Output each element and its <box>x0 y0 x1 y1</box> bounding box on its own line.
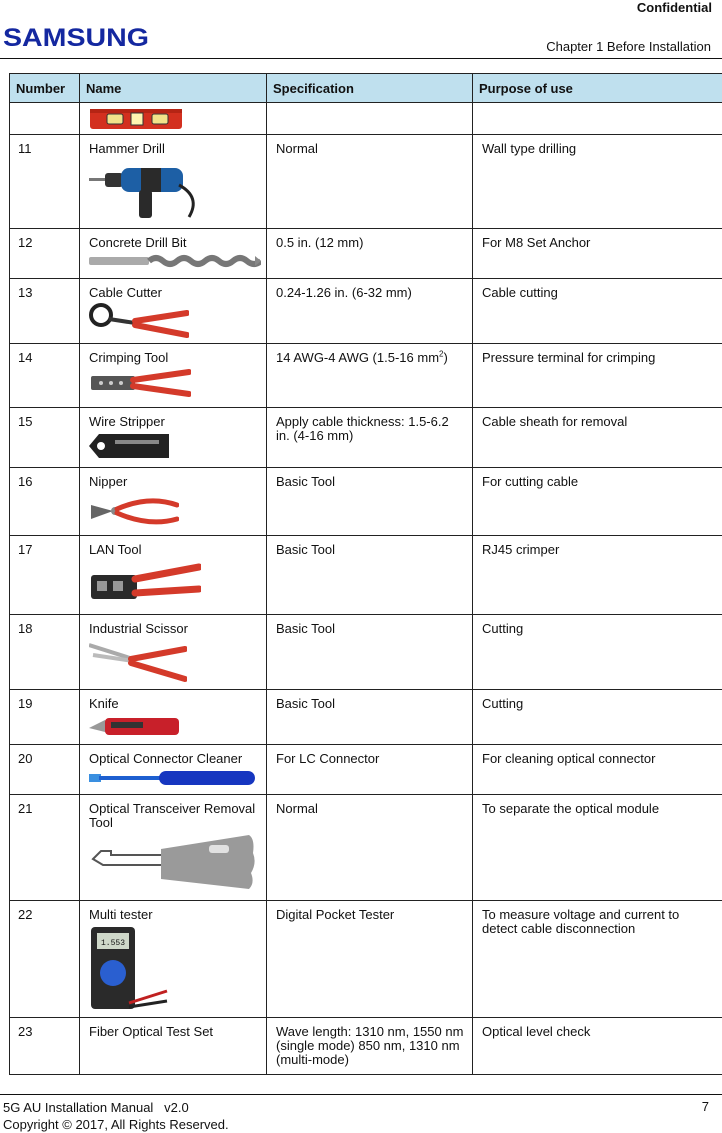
tool-name: Optical Transceiver Removal Tool <box>89 802 260 830</box>
knife-icon <box>89 714 181 738</box>
tool-name: Fiber Optical Test Set <box>89 1025 260 1039</box>
cell-purpose: To separate the optical module <box>473 795 722 901</box>
cell-number <box>10 103 80 135</box>
nipper-icon <box>89 497 179 527</box>
tool-name: Wire Stripper <box>89 415 260 429</box>
table-row <box>10 103 722 135</box>
copyright: Copyright © 2017, All Rights Reserved. <box>3 1116 229 1133</box>
cell-purpose: RJ45 crimper <box>473 536 722 615</box>
drill-bit-icon <box>89 253 261 269</box>
cell-spec: Digital Pocket Tester <box>267 901 473 1018</box>
chapter-title: Chapter 1 Before Installation <box>546 39 711 54</box>
cell-number: 12 <box>10 229 80 279</box>
cell-name <box>80 615 267 690</box>
crimping-tool-icon <box>89 368 191 398</box>
hammer-drill-icon <box>89 159 209 221</box>
tool-name: Optical Connector Cleaner <box>89 752 260 766</box>
cell-spec: 0.24-1.26 in. (6-32 mm) <box>267 279 473 344</box>
samsung-logo-text: SAMSUNG <box>3 24 149 50</box>
column-header-number: Number <box>10 74 80 103</box>
cell-number: 19 <box>10 690 80 745</box>
scissor-icon <box>89 639 187 683</box>
cell-spec: Basic Tool <box>267 468 473 536</box>
cell-purpose: To measure voltage and current to detect cable disconnection <box>473 901 722 1018</box>
cell-spec: 0.5 in. (12 mm) <box>267 229 473 279</box>
cell-purpose: Pressure terminal for crimping <box>473 344 722 408</box>
spec-text: 14 AWG-4 AWG (1.5-16 mm <box>276 350 439 365</box>
cell-number: 16 <box>10 468 80 536</box>
cell-name <box>80 279 267 344</box>
page-number: 7 <box>702 1099 709 1114</box>
table-row <box>10 615 722 690</box>
cell-spec <box>267 344 473 408</box>
cell-spec: Wave length: 1310 nm, 1550 nm (single mode) 850 nm, 1310 nm (multi-mode) <box>267 1018 473 1075</box>
cell-purpose: Cutting <box>473 615 722 690</box>
tool-name: Hammer Drill <box>89 142 260 156</box>
samsung-logo <box>3 24 149 50</box>
cell-number: 14 <box>10 344 80 408</box>
tool-name: LAN Tool <box>89 543 260 557</box>
footer-info <box>3 1099 229 1133</box>
cell-spec: Basic Tool <box>267 690 473 745</box>
cell-spec: Normal <box>267 795 473 901</box>
table-row <box>10 690 722 745</box>
cell-purpose <box>473 103 722 135</box>
tool-name: Crimping Tool <box>89 351 260 365</box>
cell-spec: Basic Tool <box>267 615 473 690</box>
cell-name <box>80 408 267 468</box>
column-header-purpose: Purpose of use <box>473 74 722 103</box>
tool-name: Multi tester <box>89 908 260 922</box>
table-row <box>10 745 722 795</box>
cell-purpose: For cutting cable <box>473 468 722 536</box>
table-row <box>10 536 722 615</box>
cell-name <box>80 901 267 1018</box>
tool-name: Concrete Drill Bit <box>89 236 260 250</box>
cell-spec: For LC Connector <box>267 745 473 795</box>
spec-superscript: 2 <box>439 350 443 359</box>
spec-text-end: ) <box>443 350 447 365</box>
header-divider <box>0 58 722 59</box>
cell-name <box>80 795 267 901</box>
transceiver-removal-tool-icon <box>89 833 257 891</box>
multimeter-icon <box>89 925 169 1015</box>
table-row <box>10 344 722 408</box>
cell-number: 15 <box>10 408 80 468</box>
tool-name: Industrial Scissor <box>89 622 260 636</box>
table-row <box>10 229 722 279</box>
footer-divider <box>0 1094 722 1095</box>
tool-name: Nipper <box>89 475 260 489</box>
cell-purpose: Cable sheath for removal <box>473 408 722 468</box>
cell-number: 11 <box>10 135 80 229</box>
tool-name: Knife <box>89 697 260 711</box>
multimeter-display-reading: 1.553 <box>101 939 125 948</box>
manual-version: 5G AU Installation Manual v2.0 <box>3 1099 229 1116</box>
cell-purpose: For cleaning optical connector <box>473 745 722 795</box>
cell-purpose: Optical level check <box>473 1018 722 1075</box>
table-row <box>10 795 722 901</box>
column-header-name: Name <box>80 74 267 103</box>
table-row <box>10 468 722 536</box>
wire-stripper-icon <box>89 432 171 460</box>
cell-spec: Apply cable thickness: 1.5-6.2 in. (4-16 mm) <box>267 408 473 468</box>
connector-cleaner-icon <box>89 769 257 787</box>
spirit-level-icon <box>89 106 184 132</box>
cell-purpose: Cutting <box>473 690 722 745</box>
column-header-specification: Specification <box>267 74 473 103</box>
table-row <box>10 408 722 468</box>
cell-purpose: For M8 Set Anchor <box>473 229 722 279</box>
cell-name <box>80 135 267 229</box>
cell-purpose: Wall type drilling <box>473 135 722 229</box>
cell-name <box>80 690 267 745</box>
cell-number: 13 <box>10 279 80 344</box>
confidential-label: Confidential <box>637 0 712 15</box>
tools-table <box>9 73 722 1075</box>
table-header-row <box>10 74 722 103</box>
cell-name <box>80 1018 267 1075</box>
cell-purpose: Cable cutting <box>473 279 722 344</box>
cell-number: 17 <box>10 536 80 615</box>
cell-number: 20 <box>10 745 80 795</box>
cell-number: 21 <box>10 795 80 901</box>
cell-number: 23 <box>10 1018 80 1075</box>
lan-tool-icon <box>89 563 201 605</box>
cell-name <box>80 103 267 135</box>
cell-spec <box>267 103 473 135</box>
table-row <box>10 135 722 229</box>
table-row <box>10 901 722 1018</box>
cell-name <box>80 745 267 795</box>
cell-name <box>80 344 267 408</box>
table-row <box>10 279 722 344</box>
cell-name <box>80 229 267 279</box>
cell-spec: Normal <box>267 135 473 229</box>
cell-name <box>80 468 267 536</box>
cell-number: 18 <box>10 615 80 690</box>
cell-spec: Basic Tool <box>267 536 473 615</box>
tool-name: Cable Cutter <box>89 286 260 300</box>
cell-name <box>80 536 267 615</box>
cable-cutter-icon <box>89 303 189 339</box>
cell-number: 22 <box>10 901 80 1018</box>
table-row <box>10 1018 722 1075</box>
